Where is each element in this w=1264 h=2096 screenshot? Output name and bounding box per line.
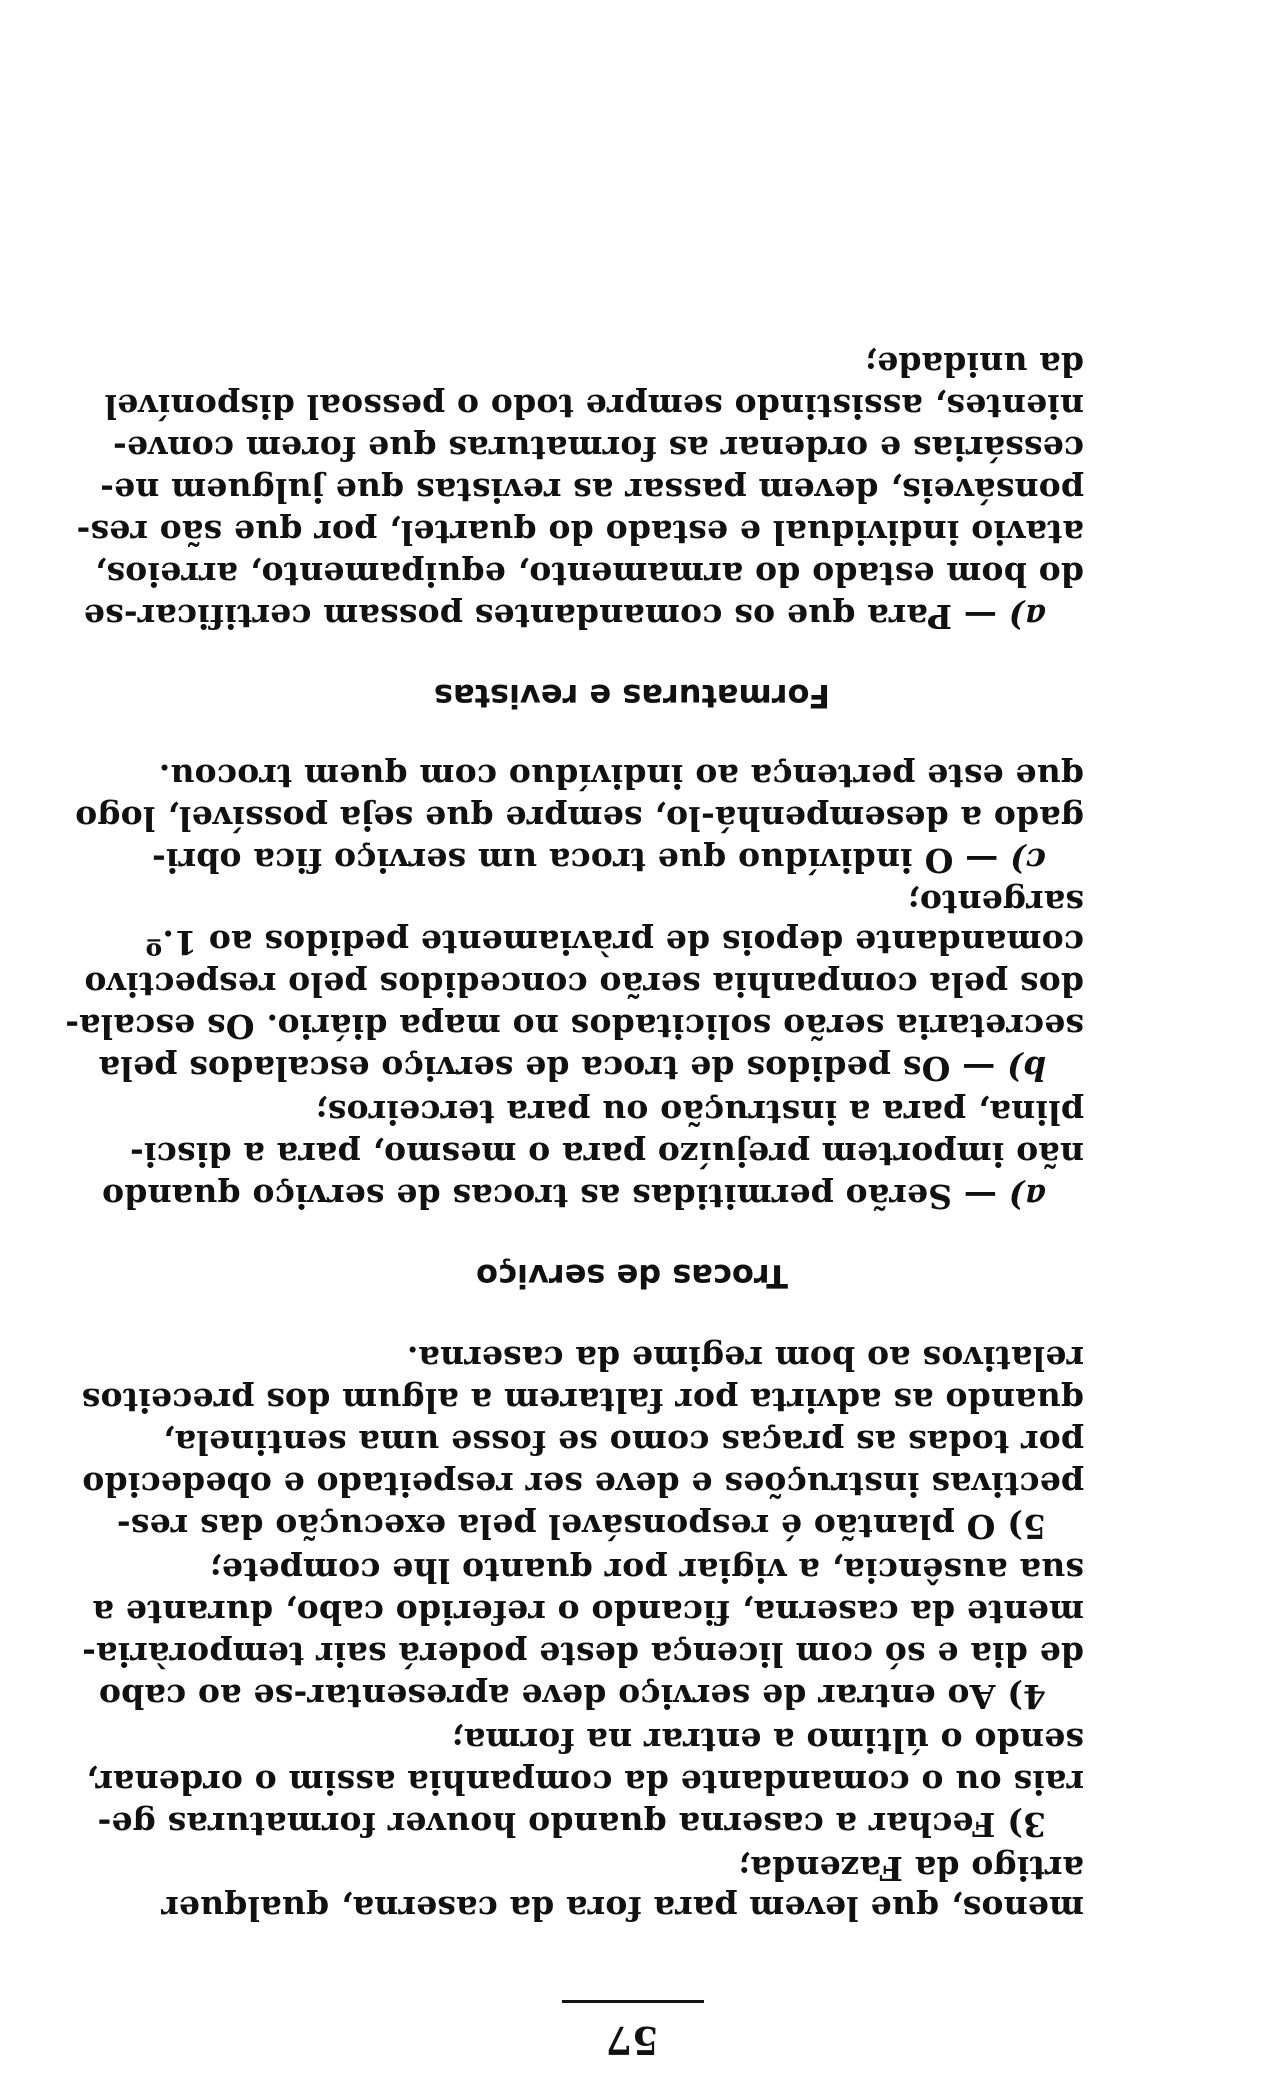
text-line: sendo o último a entrar na forma;	[451, 1721, 1084, 1760]
page-number-rule	[562, 2000, 704, 2003]
text-line: sargento;	[907, 883, 1084, 922]
section-heading-trocas: Trocas de serviço	[476, 1257, 788, 1295]
text-line: dos pela companhia serão concedidos pelo respectivo	[84, 965, 1084, 1004]
item-marker: a)	[1008, 1177, 1046, 1216]
text-line: 4) Ao entrar de serviço deve apresentar-se ao cabo	[98, 1677, 1046, 1716]
text-line: mente da caserna, ficando o referido cabo, durante a	[92, 1593, 1084, 1632]
paragraph-a-line	[84, 596, 1046, 636]
text-line: gado a desempenhá-lo, sempre que seja possível, logo	[75, 799, 1084, 838]
text-line: que este pertença ao indivíduo com quem trocou.	[158, 757, 1084, 796]
text-line: nientes, assistindo sempre todo o pessoal disponível	[104, 387, 1084, 426]
item-marker: a)	[1008, 597, 1046, 636]
text-line: por todas as praças como se fosse uma sentinela,	[162, 1423, 1084, 1462]
text-line: menos, que levem para fora da caserna, qualquer	[161, 1889, 1084, 1928]
text-line: plina, para a instrução ou para terceiros;	[315, 1093, 1084, 1132]
text-line: artigo da Fazenda;	[737, 1849, 1084, 1888]
text-line: comandante depois de pràviamente pedidos ao 1.º	[145, 923, 1084, 962]
text-line: sua ausência, a vigiar por quanto lhe compete;	[209, 1551, 1084, 1590]
text-line: 3) Fechar a caserna quando houver formaturas ge-	[97, 1805, 1046, 1844]
item-marker: b)	[1006, 1049, 1046, 1088]
text-line: relativos ao bom regime da caserna.	[406, 1339, 1084, 1378]
text-line: cessárias e ordenar as formaturas que forem conve-	[112, 429, 1084, 468]
item-marker: c)	[1009, 841, 1046, 880]
item-text: — Para que os comandantes possam certificar-se	[83, 597, 1009, 636]
text-line: 5) O plantão é responsável pela execução das res-	[116, 1507, 1046, 1546]
text-line: quando as advirta por faltarem a algum dos preceitos	[81, 1381, 1084, 1420]
text-line: de dia e só com licença deste poderá sair temporària-	[81, 1635, 1084, 1674]
item-text: — Serão permitidas as trocas de serviço quando	[101, 1177, 1009, 1216]
item-text: — O indivíduo que troca um serviço fica obri-	[151, 841, 1010, 880]
text-line: atavio individual e estado do quartel, por que são res-	[76, 513, 1084, 552]
paragraph-c-line	[152, 840, 1046, 880]
text-line: da unidade;	[864, 345, 1084, 384]
text-line: ponsáveis, devem passar as revistas que julguem ne-	[99, 471, 1084, 510]
text-line: do bom estado do armamento, equipamento, arreios,	[94, 555, 1084, 594]
item-text: — Os pedidos de troca de serviço escalados pela	[98, 1049, 1007, 1088]
paragraph-a-line	[102, 1176, 1046, 1216]
section-heading-formaturas: Formaturas e revistas	[433, 677, 831, 715]
paragraph-b-line	[99, 1048, 1046, 1088]
text-line: pectivas instruções e deve ser respeitado e obedecido	[82, 1465, 1084, 1504]
page-number: 57	[605, 2018, 659, 2063]
text-line: secretaria serão solicitados no mapa diário. Os escala-	[65, 1007, 1084, 1046]
text-line: não importem prejuízo para o mesmo, para a disci-	[129, 1135, 1084, 1174]
text-line: rais ou o comandante da companhia assim o ordenar,	[85, 1763, 1084, 1802]
